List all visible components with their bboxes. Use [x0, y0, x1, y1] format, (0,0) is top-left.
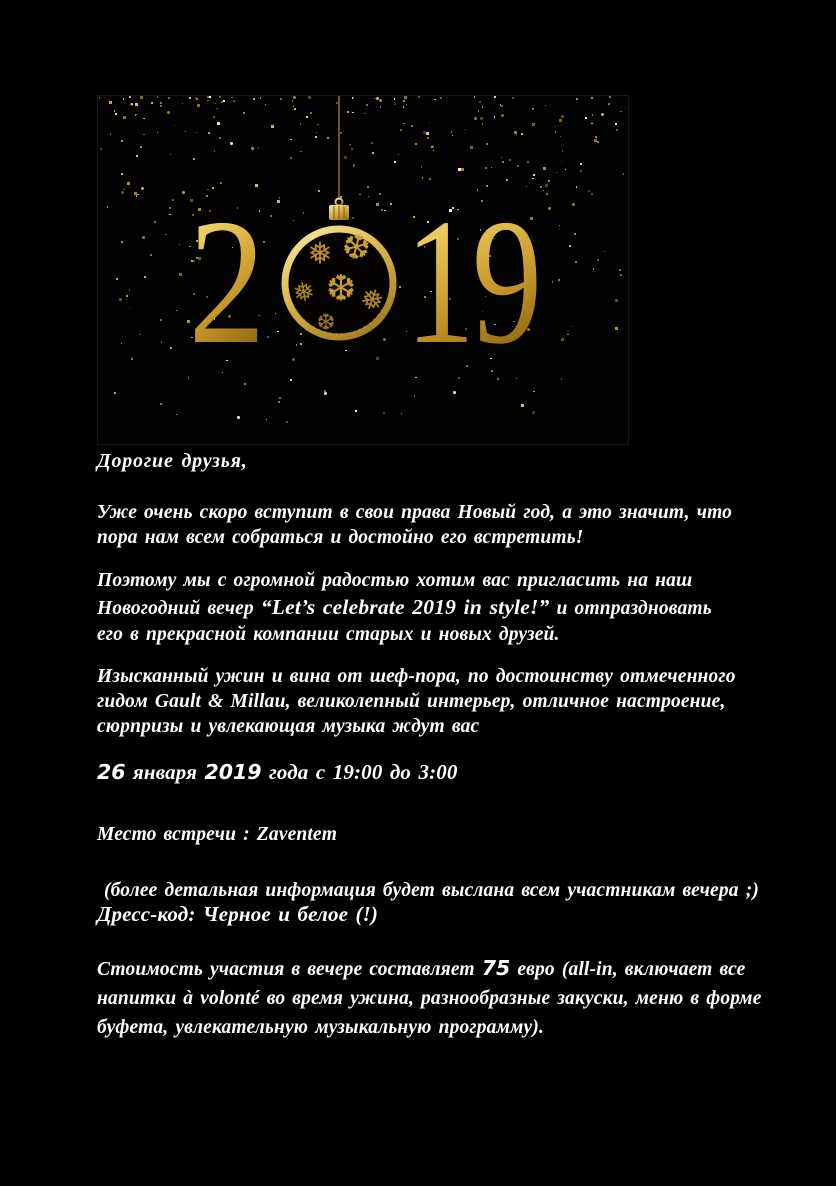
text-line: буфета, увлекательную музыкальную программу). — [97, 1017, 545, 1038]
text-span: и отпраздновать — [549, 598, 712, 619]
text-line — [97, 760, 811, 785]
event-time: года с 19:00 до 3:00 — [261, 760, 458, 784]
event-date-line — [97, 760, 811, 785]
dress-code-text: Дресс-код: Черное и белое (!) — [97, 902, 379, 926]
event-day: 26 — [97, 760, 126, 784]
text-line: Поэтому мы с огромной радостью хотим вас пригласить на наш — [97, 570, 693, 591]
salutation-text: Дорогие друзья, — [97, 450, 248, 472]
snowflake-icon: ❅ — [290, 276, 318, 310]
text-line: гидом Gault & Millau, великолепный интерьер, отличное настроение, — [97, 691, 726, 712]
text-line: его в прекрасной компании старых и новых друзей. — [97, 624, 560, 645]
paragraph-dinner-details — [97, 664, 811, 739]
snowflake-icon: ❆ — [325, 268, 357, 310]
text-line: пора нам всем собраться и достойно его встретить! — [97, 527, 584, 548]
event-slogan: “Let’s celebrate 2019 in style!” — [260, 595, 550, 619]
note-line — [97, 880, 811, 902]
year-digits-19: 19 — [404, 181, 540, 382]
venue-line — [97, 824, 811, 846]
text-line: напитки à volonté во время ужина, разнообразные закуски, меню в форме — [97, 988, 762, 1009]
text-line — [97, 594, 811, 622]
text-line: сюрпризы и увлекающая музыка ждут вас — [97, 716, 480, 737]
text-line: Изысканный ужин и вина от шеф-пора, по достоинству отмеченного — [97, 666, 736, 687]
text-span: Новогодний вечер — [97, 598, 261, 619]
year-2019-artwork — [98, 96, 628, 444]
dress-code-line — [97, 902, 811, 927]
paragraph-invitation — [97, 568, 811, 648]
price-paragraph — [97, 954, 811, 1042]
year-digit-2: 2 — [188, 182, 266, 382]
snowflake-icon: ❆ — [316, 310, 336, 336]
text-line — [97, 954, 811, 984]
venue-text: Место встречи : Zaventem — [97, 824, 338, 845]
text-span: Стоимость участия в вечере составляет — [97, 959, 482, 980]
paragraph-new-year-coming — [97, 500, 811, 550]
snowflake-icon: ❆ — [337, 224, 375, 272]
price-value: 75 — [481, 956, 511, 980]
note-text: (более детальная информация будет выслана всем участникам вечера ;) — [97, 880, 759, 901]
snowflake-icon: ❅ — [355, 280, 389, 320]
event-year: 2019 — [204, 760, 262, 784]
event-month: января — [125, 760, 205, 784]
text-line: Уже очень скоро вступит в свои права Новый год, а это значит, что — [97, 502, 733, 523]
salutation — [97, 450, 811, 473]
snowflake-icon: ❅ — [307, 236, 333, 272]
text-span: евро (all-in, включает все — [510, 959, 746, 980]
new-year-2019-banner — [97, 95, 629, 445]
